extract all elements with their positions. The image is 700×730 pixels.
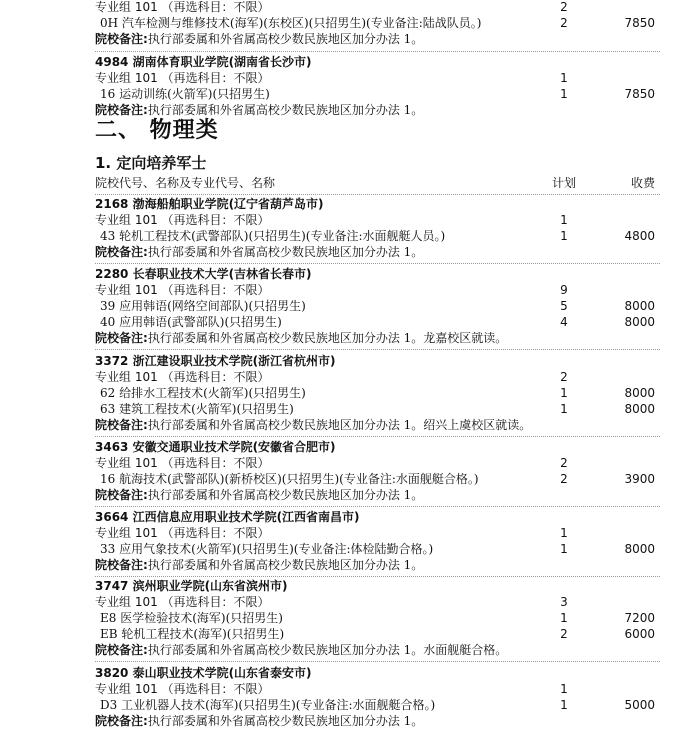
major-label: E8 医学检验技术(海军)(只招男生) xyxy=(100,611,283,625)
school-title xyxy=(95,665,655,682)
plan-count: 2 xyxy=(560,627,568,641)
major-row xyxy=(95,228,655,245)
major-row xyxy=(95,314,655,331)
major-row xyxy=(95,610,655,627)
group-row xyxy=(95,681,655,698)
school-name: 3664 江西信息应用职业技术学院(江西省南昌市) xyxy=(95,510,360,524)
school-name: 3463 安徽交通职业技术学院(安徽省合肥市) xyxy=(95,440,336,454)
divider xyxy=(95,436,660,437)
remark-text: 执行部委属和外省属高校少数民族地区加分办法 1。 xyxy=(147,643,424,657)
group-row xyxy=(95,70,655,87)
major-label: 43 轮机工程技术(武警部队)(只招男生)(专业备注:水面舰艇人员。) xyxy=(100,229,446,243)
major-label: EB 轮机工程技术(海军)(只招男生) xyxy=(100,627,285,641)
group-label: 专业组 101 （再选科目：不限） xyxy=(95,595,270,609)
group-label: 专业组 101 （再选科目：不限） xyxy=(95,71,270,85)
major-label: 33 应用气象技术(火箭军)(只招男生)(专业备注:体检陆勤合格。) xyxy=(100,542,434,556)
group-row xyxy=(95,0,655,16)
subsection-heading: 1. 定向培养军士 xyxy=(95,154,207,172)
plan-count: 2 xyxy=(560,370,568,384)
column-header-school: 院校代号、名称及专业代号、名称 xyxy=(95,176,276,190)
group-label: 专业组 101 （再选科目：不限） xyxy=(95,370,270,384)
school-name: 3820 泰山职业技术学院(山东省泰安市) xyxy=(95,666,312,680)
divider xyxy=(95,263,660,264)
group-row xyxy=(95,369,655,386)
fee-value: 8000 xyxy=(624,402,655,416)
plan-count: 1 xyxy=(560,542,568,556)
plan-count: 2 xyxy=(560,16,568,30)
major-row xyxy=(95,15,655,32)
fee-value: 3900 xyxy=(624,472,655,486)
plan-count: 1 xyxy=(560,386,568,400)
column-header xyxy=(95,175,655,192)
plan-count: 1 xyxy=(560,526,568,540)
major-label: 39 应用韩语(网络空间部队)(只招男生) xyxy=(100,299,306,313)
school-remark-row xyxy=(95,713,655,730)
plan-count: 1 xyxy=(560,213,568,227)
remark-text: 执行部委属和外省属高校少数民族地区加分办法 1。 xyxy=(147,558,424,572)
plan-count: 3 xyxy=(560,595,568,609)
major-label: D3 工业机器人技术(海军)(只招男生)(专业备注:水面舰艇合格。) xyxy=(100,698,436,712)
group-label: 专业组 101 （再选科目：不限） xyxy=(95,213,270,227)
school-title: 4984 湖南体育职业学院(湖南省长沙市) xyxy=(95,55,312,69)
major-label: 63 建筑工程技术(火箭军)(只招男生) xyxy=(100,402,294,416)
plan-count: 1 xyxy=(560,71,568,85)
remark-text: 执行部委属和外省属高校少数民族地区加分办法 1。 xyxy=(147,331,424,345)
fee-value: 8000 xyxy=(624,386,655,400)
divider xyxy=(95,194,660,195)
divider xyxy=(95,349,660,350)
major-row xyxy=(95,626,655,643)
fee-value: 7200 xyxy=(624,611,655,625)
school-remark-row xyxy=(95,642,655,659)
group-label: 专业组 101 （再选科目：不限） xyxy=(95,682,270,696)
fee-value: 6000 xyxy=(624,627,655,641)
column-header-fee: 收费 xyxy=(630,176,655,190)
group-row xyxy=(95,525,655,542)
remark-text: 执行部委属和外省属高校少数民族地区加分办法 1。 xyxy=(147,245,424,259)
fee-value: 5000 xyxy=(624,698,655,712)
school-remark-row xyxy=(95,417,655,434)
remark-extra-text: 龙嘉校区就读。 xyxy=(423,331,508,345)
remark-extra-text: 水面舰艇合格。 xyxy=(423,643,508,657)
remark-label: 院校备注: xyxy=(95,558,148,572)
major-row xyxy=(95,298,655,315)
remark-label: 院校备注: xyxy=(95,643,148,657)
plan-count: 1 xyxy=(560,611,568,625)
remark-text: 执行部委属和外省属高校少数民族地区加分办法 1。 xyxy=(147,32,424,46)
section-heading: 二、 物理类 xyxy=(95,117,219,143)
major-label: 0H 汽车检测与维修技术(海军)(东校区)(只招男生)(专业备注:陆战队员。) xyxy=(100,16,482,30)
major-label: 16 运动训练(火箭军)(只招男生) xyxy=(100,87,270,101)
remark-text: 执行部委属和外省属高校少数民族地区加分办法 1。 xyxy=(147,418,424,432)
remark-extra-text: 绍兴上虞校区就读。 xyxy=(423,418,532,432)
plan-count: 1 xyxy=(560,682,568,696)
major-row xyxy=(95,401,655,418)
school-title xyxy=(95,353,655,370)
remark-label: 院校备注: xyxy=(95,418,148,432)
fee-value: 4800 xyxy=(624,229,655,243)
fee-value: 8000 xyxy=(624,299,655,313)
group-row xyxy=(95,455,655,472)
plan-count: 1 xyxy=(560,402,568,416)
plan-count: 2 xyxy=(560,472,568,486)
divider xyxy=(95,506,660,507)
school-name: 3372 浙江建设职业技术学院(浙江省杭州市) xyxy=(95,354,336,368)
school-remark-row xyxy=(95,330,655,347)
plan-count: 1 xyxy=(560,87,568,101)
school-title xyxy=(95,439,655,456)
divider xyxy=(95,661,660,662)
plan-count: 5 xyxy=(560,299,568,313)
column-header-plan: 计划 xyxy=(551,176,576,190)
divider xyxy=(95,51,660,52)
group-label: 专业组 101 （再选科目：不限） xyxy=(95,0,270,14)
plan-count: 9 xyxy=(560,283,568,297)
group-row xyxy=(95,594,655,611)
major-label: 62 给排水工程技术(火箭军)(只招男生) xyxy=(100,386,306,400)
remark-label: 院校备注: xyxy=(95,714,148,728)
school-title xyxy=(95,509,655,526)
plan-count: 2 xyxy=(560,456,568,470)
school-remark-row xyxy=(95,487,655,504)
plan-count: 1 xyxy=(560,229,568,243)
group-label: 专业组 101 （再选科目：不限） xyxy=(95,526,270,540)
remark-label: 院校备注: xyxy=(95,488,148,502)
fee-value: 7850 xyxy=(624,16,655,30)
school-name: 2280 长春职业技术大学(吉林省长春市) xyxy=(95,267,312,281)
divider xyxy=(95,576,660,577)
school-name: 3747 滨州职业学院(山东省滨州市) xyxy=(95,579,288,593)
plan-count: 4 xyxy=(560,315,568,329)
major-label: 16 航海技术(武警部队)(新桥校区)(只招男生)(专业备注:水面舰艇合格。) xyxy=(100,472,479,486)
school-remark-row xyxy=(95,31,655,48)
fee-value: 7850 xyxy=(624,87,655,101)
remark-label: 院校备注: xyxy=(95,103,148,117)
school-title xyxy=(95,266,655,283)
plan-count: 2 xyxy=(560,0,568,14)
major-row xyxy=(95,385,655,402)
major-row xyxy=(95,471,655,488)
school-remark-row xyxy=(95,557,655,574)
school-name: 2168 渤海船舶职业学院(辽宁省葫芦岛市) xyxy=(95,197,324,211)
remark-text: 执行部委属和外省属高校少数民族地区加分办法 1。 xyxy=(147,103,424,117)
major-row xyxy=(95,541,655,558)
remark-label: 院校备注: xyxy=(95,245,148,259)
major-label: 40 应用韩语(武警部队)(只招男生) xyxy=(100,315,282,329)
group-label: 专业组 101 （再选科目：不限） xyxy=(95,456,270,470)
group-row xyxy=(95,282,655,299)
remark-label: 院校备注: xyxy=(95,331,148,345)
remark-text: 执行部委属和外省属高校少数民族地区加分办法 1。 xyxy=(147,488,424,502)
major-row xyxy=(95,697,655,714)
school-title xyxy=(95,578,655,595)
fee-value: 8000 xyxy=(624,542,655,556)
major-row xyxy=(95,86,655,103)
remark-label: 院校备注: xyxy=(95,32,148,46)
plan-count: 1 xyxy=(560,698,568,712)
school-title xyxy=(95,196,655,213)
group-label: 专业组 101 （再选科目：不限） xyxy=(95,283,270,297)
school-remark-row xyxy=(95,244,655,261)
group-row xyxy=(95,212,655,229)
fee-value: 8000 xyxy=(624,315,655,329)
remark-text: 执行部委属和外省属高校少数民族地区加分办法 1。 xyxy=(147,714,424,728)
